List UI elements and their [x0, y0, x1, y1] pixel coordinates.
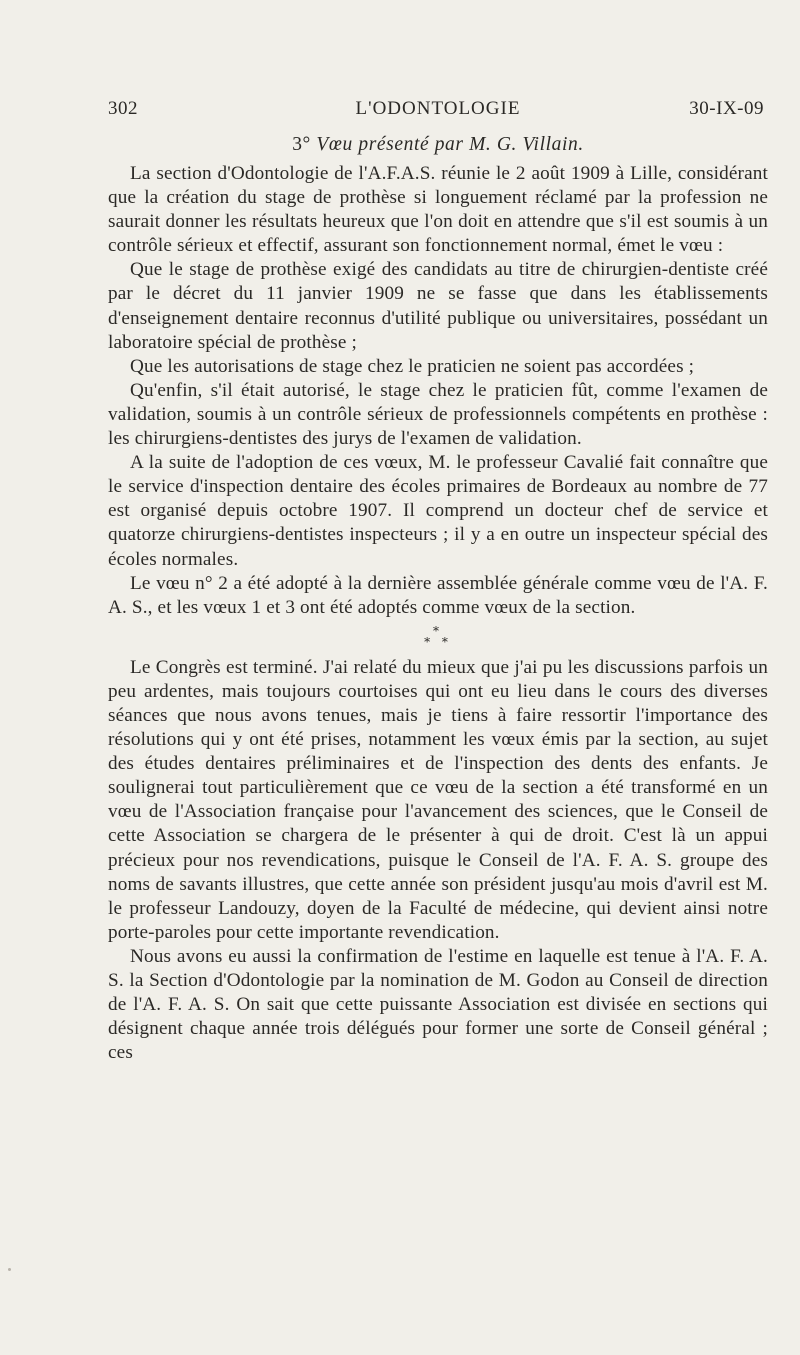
page-number: 302 [108, 98, 138, 119]
paragraph-8: Nous avons eu aussi la confirmation de l'estime en laquelle est tenue à l'A. F. A. S. la Section d'Odontologie par la nomination de M. Godon au Conseil de direction de l'A. F. A. S. On sait que cette puissante Association est divisée en sections qui désignent chaque année trois délégués pour former une sorte de Conseil général ; ces [108, 945, 768, 1064]
issue-date: 30-IX-09 [689, 98, 764, 119]
document-page [108, 96, 768, 1065]
paragraph-6: Le vœu n° 2 a été adopté à la dernière assemblée générale comme vœu de l'A. F. A. S., et les vœux 1 et 3 ont été adoptés comme vœux de la section. [108, 572, 768, 618]
paragraph-4: Qu'enfin, s'il était autorisé, le stage chez le praticien fût, comme l'examen de validation, soumis à un contrôle sérieux de professionnels compétents en prothèse : les chirurgiens-dentistes des jurys de l'examen de validation. [108, 379, 768, 450]
section-title-text: Vœu présenté par M. G. Villain. [316, 134, 584, 155]
asterism-bottom: * * [424, 634, 452, 649]
section-title [108, 130, 768, 160]
section-number: 3° [292, 134, 311, 155]
journal-title: L'ODONTOLOGIE [355, 98, 521, 119]
asterism-top: * [433, 623, 443, 638]
paper-speck [8, 1268, 11, 1271]
body-text [108, 162, 768, 1065]
paragraph-7: Le Congrès est terminé. J'ai relaté du mieux que j'ai pu les discussions parfois un peu ardentes, mais toujours courtoises qui ont eu lieu dans le cours des diverses séances que nous avons tenues, mais je tiens à faire ressortir l'importance des résolutions qui y ont été prises, notamment les vœux émis par la section, au sujet des études dentaires préliminaires et de l'inspection des dents des enfants. Je soulignerai tout particulièrement que ce vœu de la section a été transformé en un vœu de l'Association française pour l'avancement des sciences, que le Conseil de cette Association se chargera de le présenter à qui de droit. C'est là un appui précieux pour nos revendications, puisque le Conseil de l'A. F. A. S. groupe des noms de savants illustres, que cette année son président jusqu'au mois d'avril est M. le professeur Landouzy, doyen de la Faculté de médecine, qui devient ainsi notre porte-paroles pour cette importante revendication. [108, 656, 768, 943]
paragraph-5: A la suite de l'adoption de ces vœux, M. le professeur Cavalié fait connaître que le service d'inspection dentaire des écoles primaires de Bordeaux au nombre de 77 est organisé depuis octobre 1907. Il comprend un docteur chef de service et quatorze chirurgiens-dentistes inspecteurs ; il y a en outre un inspecteur spécial des écoles normales. [108, 452, 768, 570]
paragraph-2: Que le stage de prothèse exigé des candidats au titre de chirurgien-dentiste créé par le décret du 11 janvier 1909 ne se fasse que dans les établissements d'enseignement dentaire reconnus d'utilité publique ou universitaires, possédant un laboratoire spécial de prothèse ; [108, 259, 768, 353]
asterism-divider [108, 623, 768, 649]
paragraph-3: Que les autorisations de stage chez le praticien ne soient pas accordées ; [130, 355, 695, 377]
running-header [108, 96, 768, 126]
paragraph-1: La section d'Odontologie de l'A.F.A.S. réunie le 2 août 1909 à Lille, considérant que la création du stage de prothèse si longuement réclamé par la profession ne saurait donner les résultats heureux que l'on doit en attendre que s'il est soumis à un contrôle sérieux et effectif, assurant son fonctionnement normal, émet le vœu : [108, 163, 768, 257]
